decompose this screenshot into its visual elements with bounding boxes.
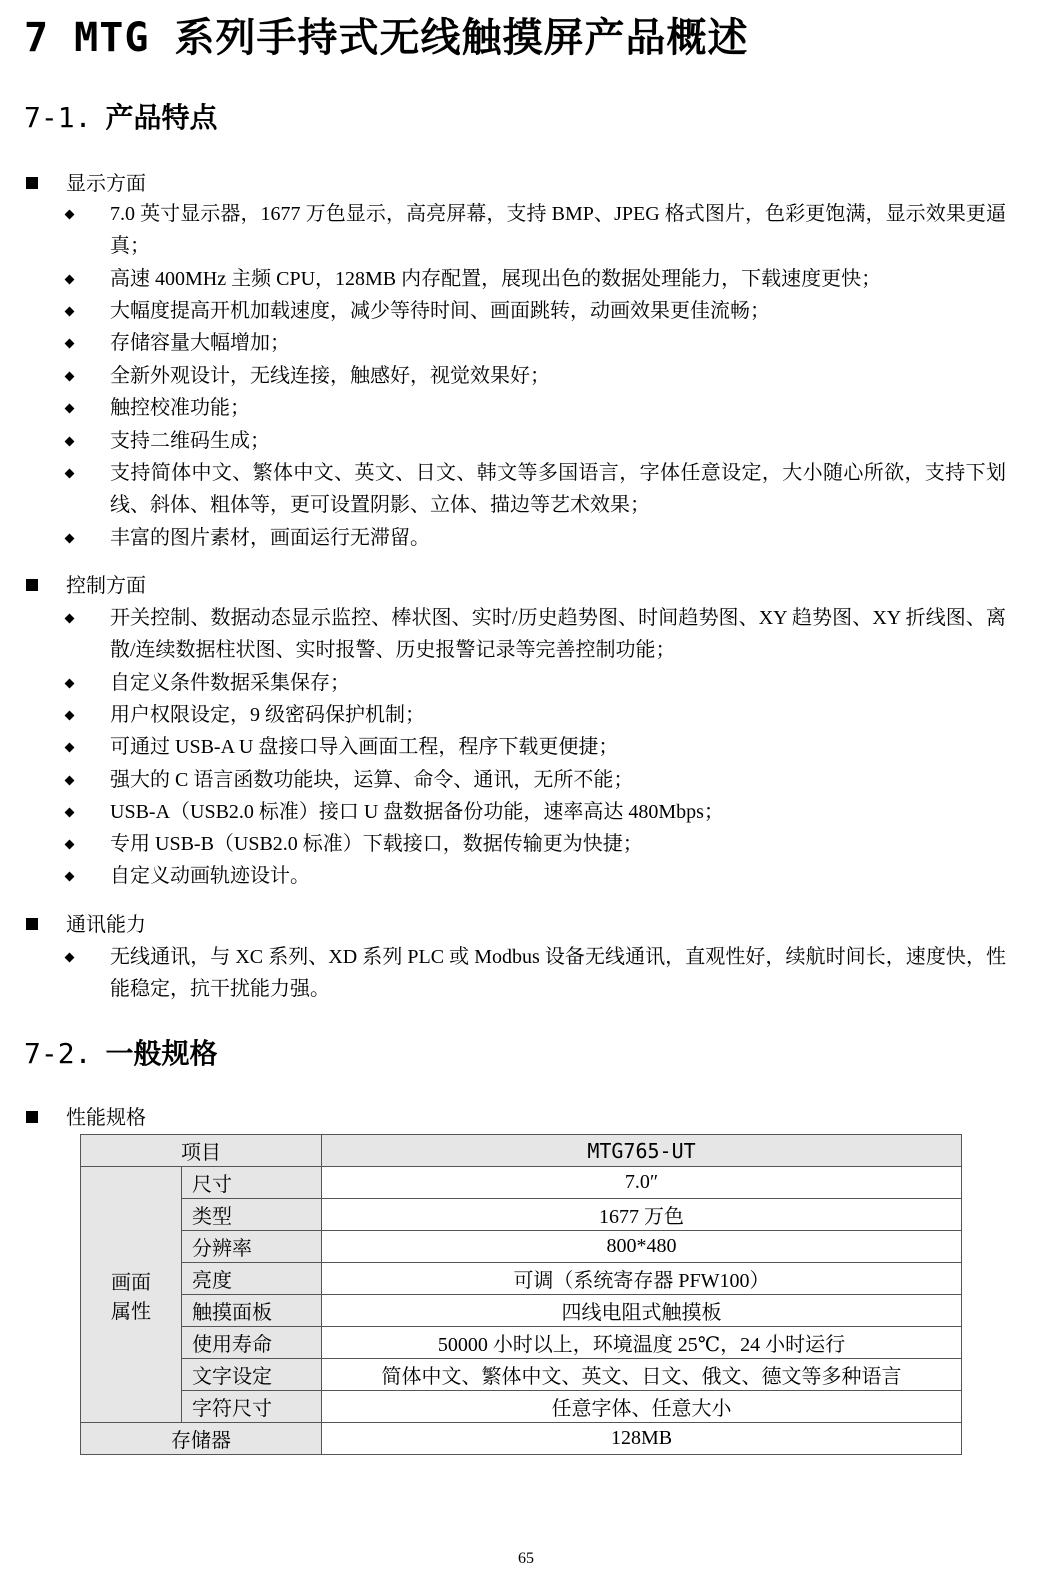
list-item: 自定义条件数据采集保存； — [66, 667, 1006, 699]
diamond-bullet-icon — [65, 437, 75, 447]
group-label-cell — [81, 1167, 182, 1423]
list-item: 丰富的图片素材，画面运行无滞留。 — [66, 522, 1006, 554]
spec-value: 四线电阻式触摸板 — [322, 1295, 962, 1327]
list-item: 开关控制、数据动态显示监控、棒状图、实时/历史趋势图、时间趋势图、XY 趋势图、XY 折线图、离散/连续数据柱状图、实时报警、历史报警记录等完善控制功能； — [66, 602, 1006, 666]
spec-name: 文字设定 — [182, 1359, 322, 1391]
subsection-display — [26, 169, 146, 197]
section-number: 7-1. — [24, 101, 92, 134]
list-item: 支持二维码生成； — [66, 425, 1006, 457]
subsection-performance — [26, 1103, 146, 1131]
table-row — [81, 1423, 962, 1455]
square-bullet-icon — [26, 579, 38, 591]
diamond-bullet-icon — [65, 339, 75, 349]
list-item: 高速 400MHz 主频 CPU，128MB 内存配置，展现出色的数据处理能力，下载速度更快； — [66, 263, 1006, 295]
spec-name: 亮度 — [182, 1263, 322, 1295]
list-item: 7.0 英寸显示器，1677 万色显示，高亮屏幕，支持 BMP、JPEG 格式图片，色彩更饱满，显示效果更逼真； — [66, 198, 1006, 262]
section-heading-specs — [24, 1036, 217, 1072]
spec-value: 50000 小时以上，环境温度 25℃，24 小时运行 — [322, 1327, 962, 1359]
diamond-bullet-icon — [65, 953, 75, 963]
list-item: 大幅度提高开机加载速度，减少等待时间、画面跳转，动画效果更佳流畅； — [66, 295, 1006, 327]
square-bullet-icon — [26, 1111, 38, 1123]
list-item: 存储容量大幅增加； — [66, 327, 1006, 359]
diamond-bullet-icon — [65, 679, 75, 689]
spec-value: 任意字体、任意大小 — [322, 1391, 962, 1423]
table-row — [81, 1167, 962, 1199]
diamond-bullet-icon — [65, 210, 75, 220]
diamond-bullet-icon — [65, 614, 75, 624]
diamond-bullet-icon — [65, 776, 75, 786]
subsection-communication — [26, 910, 146, 938]
list-item: 专用 USB-B（USB2.0 标准）下载接口，数据传输更为快捷； — [66, 828, 1006, 860]
header-model: MTG765-UT — [322, 1135, 962, 1167]
table-row — [81, 1263, 962, 1295]
spec-name: 类型 — [182, 1199, 322, 1231]
square-bullet-icon — [26, 177, 38, 189]
spec-name: 使用寿命 — [182, 1327, 322, 1359]
spec-name: 字符尺寸 — [182, 1391, 322, 1423]
table-row — [81, 1359, 962, 1391]
page-number: 65 — [518, 1550, 534, 1567]
square-bullet-icon — [26, 918, 38, 930]
diamond-bullet-icon — [65, 872, 75, 882]
table-header-row — [81, 1135, 962, 1167]
spec-value: 800*480 — [322, 1231, 962, 1263]
spec-value: 7.0″ — [322, 1167, 962, 1199]
subsection-heading: 控制方面 — [66, 573, 146, 597]
table-row — [81, 1295, 962, 1327]
list-item: 全新外观设计，无线连接，触感好，视觉效果好； — [66, 360, 1006, 392]
subsection-heading: 性能规格 — [66, 1105, 146, 1129]
diamond-bullet-icon — [65, 534, 75, 544]
spec-name: 触摸面板 — [182, 1295, 322, 1327]
table-row — [81, 1391, 962, 1423]
section-number: 7-2. — [24, 1037, 92, 1070]
list-item: 可通过 USB-A U 盘接口导入画面工程，程序下载更便捷； — [66, 731, 1006, 763]
table-row — [81, 1199, 962, 1231]
section-label: 产品特点 — [105, 101, 218, 134]
storage-value: 128MB — [322, 1423, 962, 1455]
table-row — [81, 1327, 962, 1359]
spec-name: 尺寸 — [182, 1167, 322, 1199]
diamond-bullet-icon — [65, 808, 75, 818]
diamond-bullet-icon — [65, 404, 75, 414]
diamond-bullet-icon — [65, 372, 75, 382]
subsection-heading: 通讯能力 — [66, 912, 146, 936]
header-item: 项目 — [81, 1135, 322, 1167]
group-label-line: 画面 — [111, 1269, 151, 1294]
list-item: 自定义动画轨迹设计。 — [66, 860, 1006, 892]
list-item: 触控校准功能； — [66, 392, 1006, 424]
section-label: 一般规格 — [105, 1037, 218, 1070]
diamond-bullet-icon — [65, 307, 75, 317]
list-item: 支持简体中文、繁体中文、英文、日文、韩文等多国语言，字体任意设定，大小随心所欲，支持下划线、斜体、粗体等，更可设置阴影、立体、描边等艺术效果； — [66, 457, 1006, 521]
spec-value: 简体中文、繁体中文、英文、日文、俄文、德文等多种语言 — [322, 1359, 962, 1391]
subsection-heading: 显示方面 — [66, 171, 146, 195]
group-label-line: 属性 — [111, 1298, 151, 1323]
subsection-control — [26, 571, 146, 599]
diamond-bullet-icon — [65, 743, 75, 753]
table-row — [81, 1231, 962, 1263]
storage-label: 存储器 — [81, 1423, 322, 1455]
diamond-bullet-icon — [65, 275, 75, 285]
section-heading-features — [24, 100, 217, 136]
spec-name: 分辨率 — [182, 1231, 322, 1263]
diamond-bullet-icon — [65, 840, 75, 850]
list-item: 无线通讯，与 XC 系列、XD 系列 PLC 或 Modbus 设备无线通讯，直观性好，续航时间长，速度快，性能稳定，抗干扰能力强。 — [66, 941, 1006, 1005]
list-item: USB-A（USB2.0 标准）接口 U 盘数据备份功能，速率高达 480Mbps； — [66, 796, 1006, 828]
spec-value: 可调（系统寄存器 PFW100） — [322, 1263, 962, 1295]
chapter-title: 7 MTG 系列手持式无线触摸屏产品概述 — [24, 15, 749, 61]
diamond-bullet-icon — [65, 469, 75, 479]
list-item: 强大的 C 语言函数功能块，运算、命令、通讯，无所不能； — [66, 764, 1006, 796]
list-item: 用户权限设定，9 级密码保护机制； — [66, 699, 1006, 731]
spec-table — [80, 1134, 962, 1455]
diamond-bullet-icon — [65, 711, 75, 721]
spec-value: 1677 万色 — [322, 1199, 962, 1231]
